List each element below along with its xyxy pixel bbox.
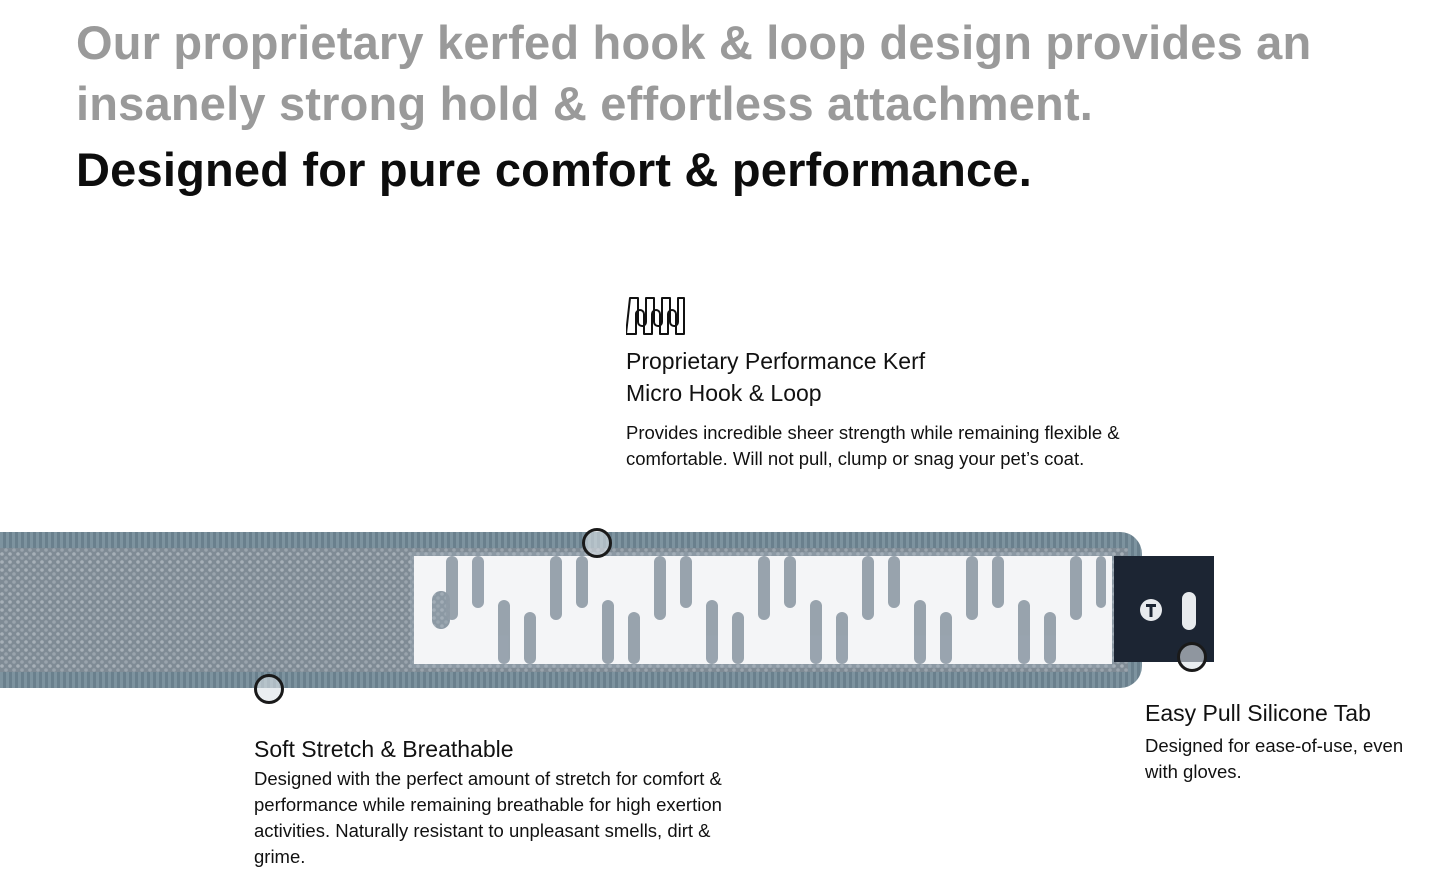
tab-title: Easy Pull Silicone Tab [1145,700,1371,726]
stretch-title: Soft Stretch & Breathable [254,736,514,762]
stretch-callout-dot [254,674,284,704]
headline-gray: Our proprietary kerfed hook & loop design provides an insanely strong hold & effortless attachment. [76,16,1312,130]
headline-black: Designed for pure comfort & performance. [76,143,1032,196]
stretch-description: Designed with the perfect amount of stretch for comfort & performance while remaining breathable for high exertion activities. Naturally resistant to unpleasant smells, dirt & grime. [254,768,722,867]
kerf-title-line2: Micro Hook & Loop [626,380,822,406]
kerf-description: Provides incredible sheer strength while remaining flexible & comfortable. Will not pull, clump or snag your pet’s coat. [626,422,1120,469]
collar-strap-illustration [0,520,1230,700]
kerf-title-line1: Proprietary Performance Kerf [626,348,926,374]
kerf-callout-dot [582,528,612,558]
tab-callout-dot [1177,642,1207,672]
tab-description: Designed for ease-of-use, even with gloves. [1145,735,1404,782]
kerf-hook-loop-icon [626,294,690,338]
